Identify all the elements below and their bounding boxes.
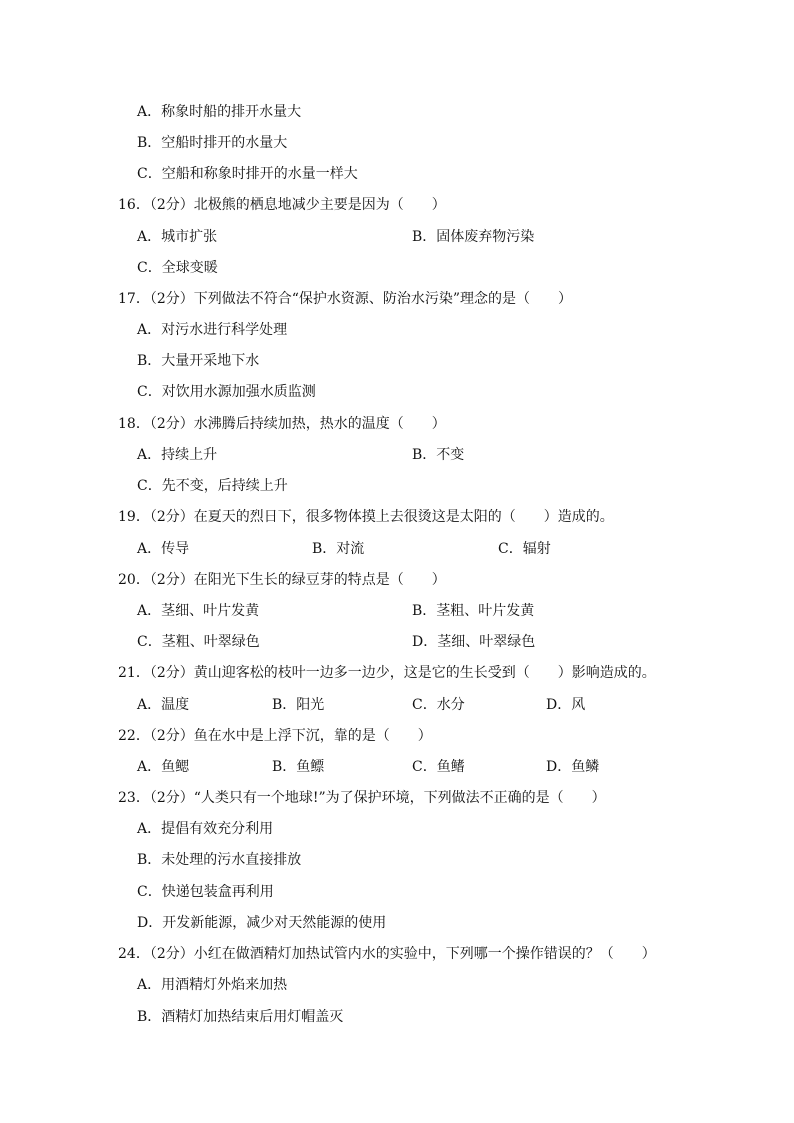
option-a: A．称象时船的排开水量大 — [137, 104, 302, 120]
option-a: A．提倡有效充分利用 — [137, 821, 274, 837]
option-a: A．用酒精灯外焰来加热 — [137, 977, 288, 993]
option-b: B．对流 — [312, 541, 365, 557]
option-b: B．固体废弃物污染 — [412, 229, 535, 245]
option-c: C．全球变暖 — [137, 260, 218, 276]
option-d: D．风 — [546, 697, 586, 713]
question-24-stem: 24．（2分）小红在做酒精灯加热试管内水的实验中，下列哪一个操作错误的？（ ） — [118, 946, 656, 962]
question-22-stem: 22．（2分）鱼在水中是上浮下沉，靠的是（ ） — [118, 728, 432, 744]
option-c: C．对饮用水源加强水质监测 — [137, 384, 316, 400]
option-c: C．快递包装盒再利用 — [137, 884, 274, 900]
option-a: A．城市扩张 — [137, 229, 218, 245]
option-b: B．未处理的污水直接排放 — [137, 852, 302, 868]
option-d: D．鱼鳞 — [546, 759, 600, 775]
question-18-stem: 18．（2分）水沸腾后持续加热，热水的温度（ ） — [118, 416, 446, 432]
option-a: A．鱼鳃 — [137, 759, 190, 775]
option-c: C．茎粗、叶翠绿色 — [137, 634, 260, 650]
option-c: C．辐射 — [498, 541, 551, 557]
option-b: B．酒精灯加热结束后用灯帽盖灭 — [137, 1009, 344, 1025]
option-c: C．水分 — [412, 697, 465, 713]
option-b: B．不变 — [412, 447, 465, 463]
option-a: A．持续上升 — [137, 447, 218, 463]
option-c: C．空船和称象时排开的水量一样大 — [137, 166, 358, 182]
question-16-stem: 16．（2分）北极熊的栖息地减少主要是因为（ ） — [118, 197, 446, 213]
question-19-stem: 19．（2分）在夏天的烈日下，很多物体摸上去很烫这是太阳的（ ）造成的。 — [118, 509, 614, 525]
option-d: D．开发新能源，减少对天然能源的使用 — [137, 915, 387, 931]
option-d: D．茎细、叶翠绿色 — [412, 634, 536, 650]
option-b: B．空船时排开的水量大 — [137, 135, 288, 151]
option-a: A．茎细、叶片发黄 — [137, 603, 260, 619]
question-23-stem: 23．（2分）“人类只有一个地球!”为了保护环境，下列做法不正确的是（ ） — [118, 790, 606, 806]
option-c: C．先不变，后持续上升 — [137, 478, 288, 494]
option-c: C．鱼鳍 — [412, 759, 465, 775]
question-17-stem: 17．（2分）下列做法不符合“保护水资源、防治水污染”理念的是（ ） — [118, 291, 573, 307]
option-a: A．传导 — [137, 541, 190, 557]
option-a: A．对污水进行科学处理 — [137, 322, 288, 338]
option-b: B．茎粗、叶片发黄 — [412, 603, 535, 619]
question-20-stem: 20．（2分）在阳光下生长的绿豆芽的特点是（ ） — [118, 572, 446, 588]
option-b: B．鱼鳔 — [272, 759, 325, 775]
question-21-stem: 21．（2分）黄山迎客松的枝叶一边多一边少，这是它的生长受到（ ）影响造成的。 — [118, 665, 656, 681]
option-b: B．阳光 — [272, 697, 325, 713]
option-b: B．大量开采地下水 — [137, 353, 260, 369]
option-a: A．温度 — [137, 697, 190, 713]
